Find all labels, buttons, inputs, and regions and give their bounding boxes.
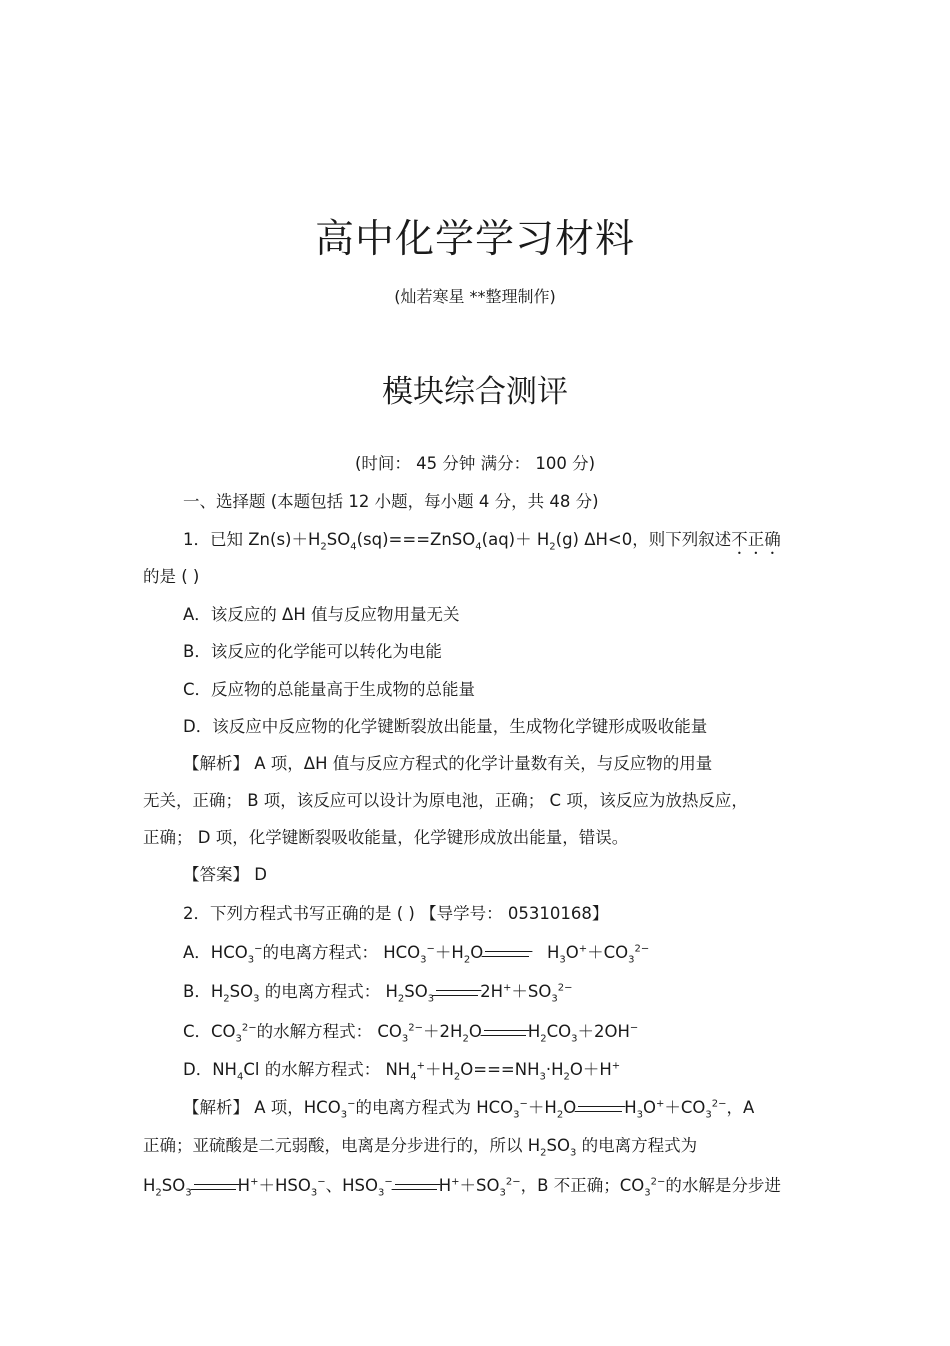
equilibrium-arrow (194, 1182, 236, 1192)
question-2-stem: 2．下列方程式书写正确的是 ( ) 【导学号： 05310168】 (183, 904, 609, 923)
question-2-analysis-line-3: $H_2SO_3$ $H^++HSO_3^-$、$HSO_3^-$ $H^++SO_3^{2-}$，B 不正确；$CO_3^{2-}$的水解是分步进 (143, 1176, 781, 1199)
equilibrium-arrow (578, 1104, 622, 1114)
question-1-option-b: B．该反应的化学能可以转化为电能 (183, 642, 442, 661)
question-2-option-d: D．$NH_4Cl$ 的水解方程式： $NH_4^++H_2O===NH_3\cdot H_2O+H^+$ (183, 1060, 621, 1083)
question-1-option-d: D．该反应中反应物的化学键断裂放出能量，生成物化学键形成吸收能量 (183, 717, 708, 736)
emphasized-text: 不正确 (731, 530, 781, 549)
section-instruction: 一、选择题 (本题包括 12 小题，每小题 4 分，共 48 分) (183, 492, 599, 511)
equilibrium-arrow (485, 949, 529, 959)
document-subtitle: (灿若寒星 **整理制作) (394, 287, 556, 306)
question-1-option-a: A．该反应的 ΔH 值与反应物用量无关 (183, 605, 460, 624)
document-title: 高中化学学习材料 (314, 217, 635, 262)
equilibrium-arrow (436, 988, 478, 998)
question-1-analysis-line-2: 无关，正确； B 项，该反应可以设计为原电池，正确； C 项，该反应为放热反应， (143, 791, 748, 810)
question-2-analysis-line-2: 正确；亚硫酸是二元弱酸，电离是分步进行的，所以 $H_2SO_3$ 的电离方程式为 (143, 1136, 698, 1159)
question-2-analysis-line-1: 【解析】 A 项，$HCO_3^-$的电离方程式为 $HCO_3^-+H_2O$ $H_3O^++CO_3^{2-}$，A (183, 1098, 755, 1121)
question-1-analysis-line-3: 正确； D 项，化学键断裂吸收能量，化学键形成放出能量，错误。 (143, 828, 629, 847)
exam-meta: (时间： 45 分钟 满分： 100 分) (354, 454, 596, 473)
question-1-stem: 1．已知 $Zn(s)+H_2SO_4(sq)===ZnSO_4(aq)+ H_2(g)$ ΔH<0，则下列叙述不正确 (183, 530, 781, 553)
question-2-option-c: C．$CO_3^{2-}$的水解方程式： $CO_3^{2-}+2H_2O$ $H_2CO_3+2OH^-$ (183, 1022, 639, 1045)
question-1-answer: 【答案】 D (183, 865, 267, 884)
question-1-option-c: C．反应物的总能量高于生成物的总能量 (183, 680, 476, 699)
section-title: 模块综合测评 (382, 374, 568, 410)
question-1-stem-tail: 的是 ( ) (143, 567, 200, 586)
question-2-option-b: B．$H_2SO_3$ 的电离方程式： $H_2SO_3$ $2H^++SO_3^{2-}$ (183, 982, 573, 1005)
equilibrium-arrow (395, 1182, 437, 1192)
equilibrium-arrow (484, 1028, 526, 1038)
question-1-analysis-line-1: 【解析】 A 项，ΔH 值与反应方程式的化学计量数有关，与反应物的用量 (183, 754, 713, 773)
question-2-option-a: A．$HCO_3^-$的电离方程式： $HCO_3^-+H_2O$ $H_3O^++CO_3^{2-}$ (183, 943, 650, 966)
